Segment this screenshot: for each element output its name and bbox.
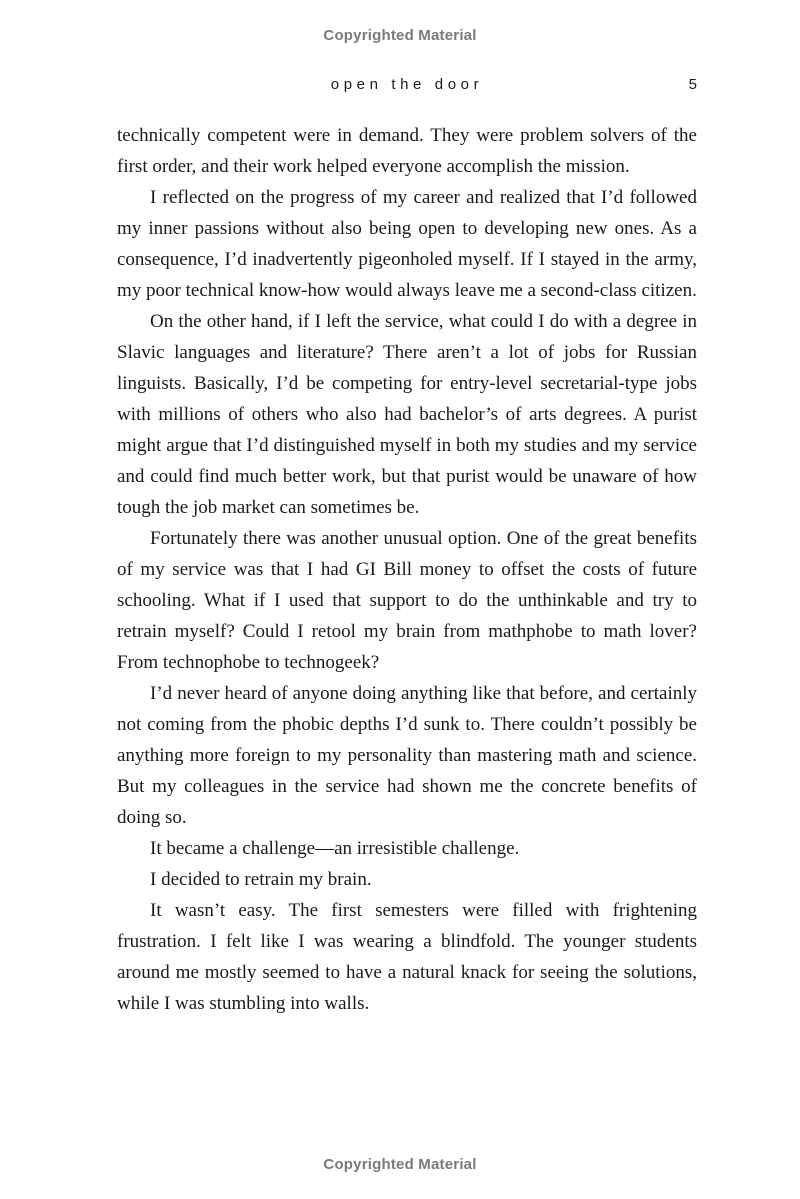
paragraph: I decided to retrain my brain. (150, 869, 372, 890)
running-title: open the door (330, 76, 484, 93)
copyright-watermark-bottom: Copyrighted Material (323, 1156, 477, 1173)
body-text (117, 120, 697, 1019)
paragraph: On the other hand, if I left the service, what could I do with a degree in Slavic languages and literature? There aren’t a lot of jobs for Russian linguists. Basically, I’d be competing for entry-level secretarial-type jobs with millions of others who also had bachelor’s of arts degrees. A purist might argue that I’d distinguished myself in both my studies and my service and could find much better work, but that purist would be unaware of how tough the job market can sometimes be. (117, 311, 697, 518)
paragraph: I reflected on the progress of my career and realized that I’d followed my inner passions without also being open to developing new ones. As a consequence, I’d inadvertently pigeonholed myself. If I stayed in the army, my poor technical know-how would always leave me a second-class citizen. (117, 187, 697, 301)
paragraph: It wasn’t easy. The first semesters were filled with frightening frustration. I felt like I was wearing a blindfold. The younger students around me mostly seemed to have a natural knack for seeing the solutions, while I was stumbling into walls. (117, 900, 697, 1014)
paragraph: It became a challenge—an irresistible challenge. (150, 838, 520, 859)
running-header (117, 76, 697, 96)
paragraph-continued: technically competent were in demand. They were problem solvers of the first order, and their work helped everyone accomplish the mission. (117, 125, 697, 177)
paragraph: Fortunately there was another unusual option. One of the great benefits of my service was that I had GI Bill money to offset the costs of future schooling. What if I used that support to do the unthinkable and try to retrain myself? Could I retool my brain from mathphobe to math lover? From technophobe to technogeek? (117, 528, 697, 673)
paragraph: I’d never heard of anyone doing anything like that before, and certainly not coming from the phobic depths I’d sunk to. There couldn’t possibly be anything more foreign to my personality than mastering math and science. But my colleagues in the service had shown me the concrete benefits of doing so. (117, 683, 697, 828)
page-number: 5 (688, 76, 697, 93)
copyright-watermark-top: Copyrighted Material (323, 27, 477, 44)
